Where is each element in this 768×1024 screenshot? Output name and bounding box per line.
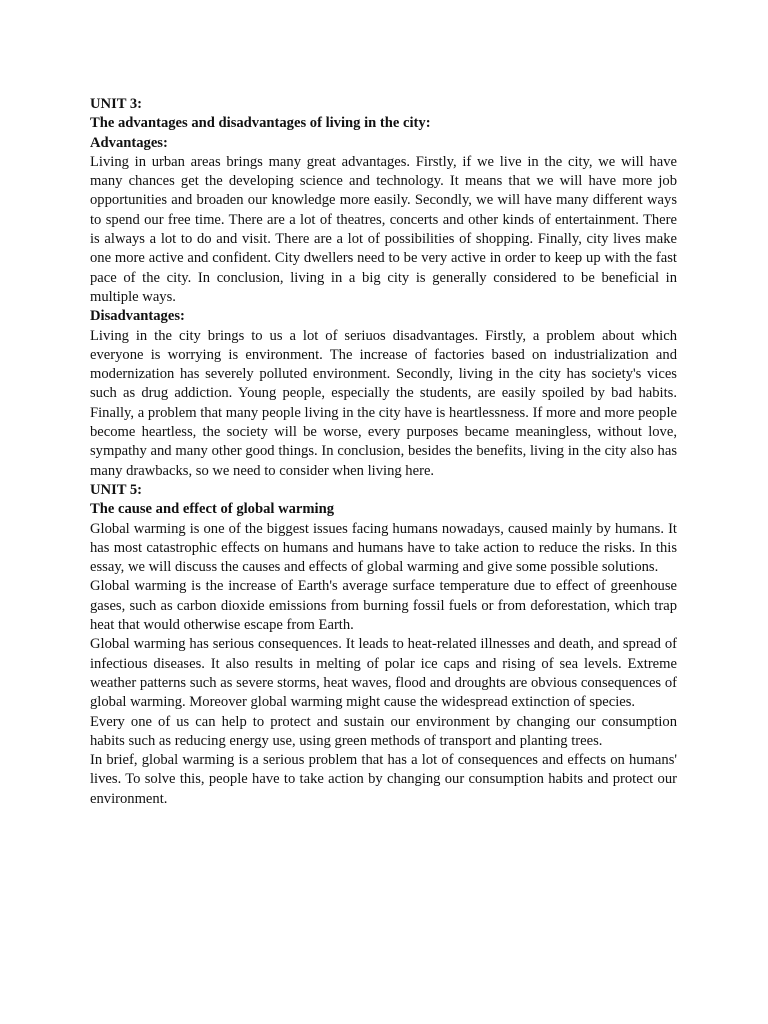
document-page [90, 95, 677, 809]
advantages-paragraph: Living in urban areas brings many great advantages. Firstly, if we live in the city, we will have many chances get the developing science and technology. It means that we will have more job opportunities and broaden our knowledge more easily. Secondly, we will have many different ways to spend our free time. There are a lot of theatres, concerts and other kinds of entertainment. There is always a lot to do and visit. There are a lot of possibilities of shopping. Finally, city lives make one more active and confident. City dwellers need to be very active in order to keep up with the fast pace of the city. In conclusion, living in a big city is generally considered to be beneficial in multiple ways. [90, 153, 677, 305]
unit5-paragraph-cause: Global warming is the increase of Earth's average surface temperature due to effect of greenhouse gases, such as carbon dioxide emissions from burning fossil fuels or from deforestation, which trap heat that would otherwise escape from Earth. [90, 578, 677, 634]
unit5-paragraph-effects: Global warming has serious consequences. It leads to heat-related illnesses and death, and spread of infectious diseases. It also results in melting of polar ice caps and rising of sea levels. Extreme weather patterns such as severe storms, heat waves, flood and droughts are obvious consequences of global warming. Moreover global warming might cause the widespread extinction of species. [90, 636, 677, 711]
unit5-title: The cause and effect of global warming [90, 501, 335, 518]
unit5-paragraph-intro: Global warming is one of the biggest issues facing humans nowadays, caused mainly by humans. It has most catastrophic effects on humans and humans have to take action to reduce the risks. In this essay, we will discuss the causes and effects of global warming and give some possible solutions. [90, 520, 677, 576]
disadvantages-heading: Disadvantages: [90, 308, 185, 325]
advantages-heading: Advantages: [90, 134, 168, 151]
unit5-paragraph-conclusion: In brief, global warming is a serious problem that has a lot of consequences and effects on humans' lives. To solve this, people have to take action by changing our consumption habits and protect our environment. [90, 752, 677, 807]
unit3-label: UNIT 3: [90, 96, 143, 112]
disadvantages-paragraph: Living in the city brings to us a lot of seriuos disadvantages. Firstly, a problem about which everyone is worrying is environment. The increase of factories based on industrialization and modernization has severely polluted environment. Secondly, living in the city has society's vices such as drug addiction. Young people, especially the students, are easily spoiled by bad habits. Finally, a problem that many people living in the city have is heartlessness. If more and more people become heartless, the society will be worse, every purposes became meaningless, without love, sympathy and many other good things. In conclusion, besides the benefits, living in the city also has many drawbacks, so we need to consider when living here. [90, 327, 677, 479]
unit5-paragraph-solutions: Every one of us can help to protect and sustain our environment by changing our consumption habits such as reducing energy use, using green methods of transport and planting trees. [90, 713, 677, 749]
unit5-label: UNIT 5: [90, 481, 143, 498]
unit3-title: The advantages and disadvantages of living in the city: [90, 115, 431, 132]
